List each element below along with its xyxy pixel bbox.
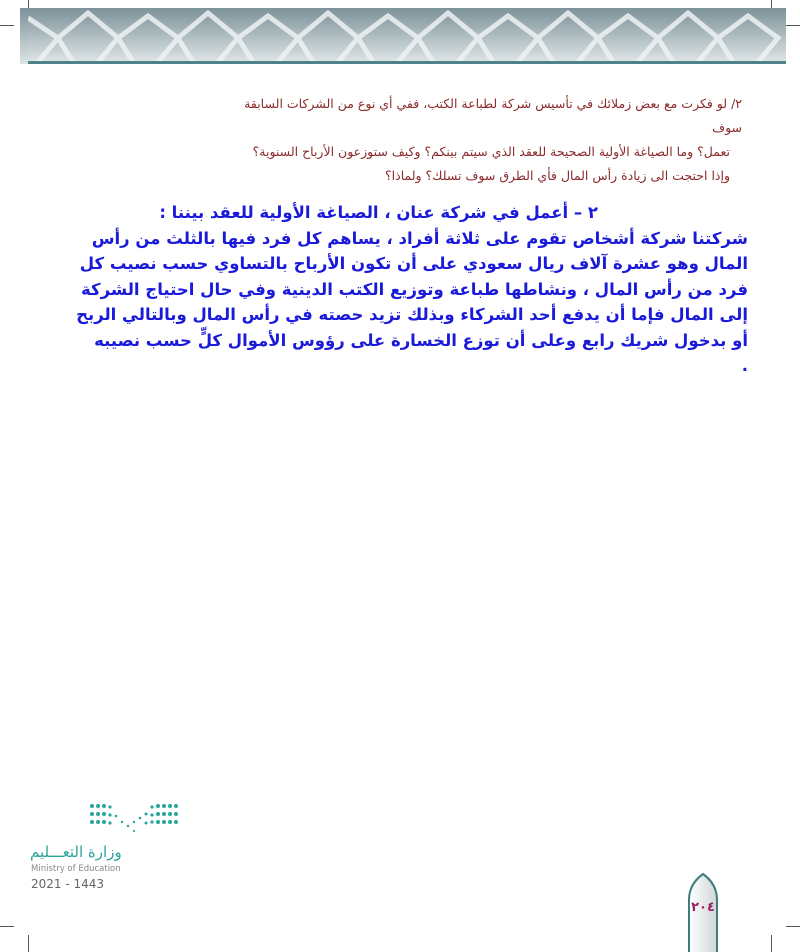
crop-mark [28, 935, 29, 952]
header-banner [28, 8, 786, 62]
ministry-name-english: Ministry of Education [31, 864, 121, 874]
crop-mark [786, 25, 800, 26]
crop-mark [786, 926, 800, 927]
ministry-logo-dots-icon [88, 802, 183, 834]
answer-text [68, 200, 748, 379]
answer-line: إلى المال فإما أن يدفع أحد الشركاء وبذلك تزيد حصته في رأس المال وبالتالي الربح [76, 305, 748, 324]
header-rule [28, 61, 786, 64]
page-number-badge [688, 872, 718, 952]
ministry-name-arabic: وزارة التعـــليم [30, 843, 122, 861]
answer-line: فرد من رأس المال ، ونشاطها طباعة وتوزيع الكتب الدينية وفي حال احتياج الشركة [81, 279, 748, 299]
answer-line: شركتنا شركة أشخاص تقوم على ثلاثة أفراد ، يساهم كل فرد فيها بالثلث من رأس [91, 228, 748, 248]
crop-mark [28, 0, 29, 8]
question-line: وإذا احتجت الى زيادة رأس المال فأي الطرق سوف تسلك؟ ولماذا؟ [385, 168, 730, 183]
answer-line: المال وهو عشرة آلاف ريال سعودي على أن تكون الأرباح بالتساوي حسب نصيب كل [79, 254, 748, 273]
crop-mark [0, 926, 14, 927]
page-number: ٢٠٤ [691, 900, 715, 915]
crop-mark [0, 25, 14, 26]
islamic-pattern-icon [28, 8, 786, 62]
edition-year: 2021 - 1443 [31, 877, 105, 891]
answer-line: أو بدخول شريك رابع وعلى أن توزع الخسارة على رؤوس الأموال كلٍّ حسب نصيبه [94, 330, 748, 350]
crop-mark [771, 935, 772, 952]
answer-line: . [741, 356, 748, 375]
answer-heading: ٢ – أعمل في شركة عنان ، الصياغة الأولية للعقد بيننا : [159, 203, 598, 222]
question-line: تعمل؟ وما الصياغة الأولية الصحيحة للعقد الذي سيتم بينكم؟ وكيف ستوزعون الأرباح السنوية؟ [252, 144, 730, 159]
question-line: ٢/ لو فكرت مع بعض زملائك في تأسيس شركة لطباعة الكتب، ففي أي نوع من الشركات السابقة سوف [244, 96, 742, 135]
question-text [222, 92, 742, 188]
